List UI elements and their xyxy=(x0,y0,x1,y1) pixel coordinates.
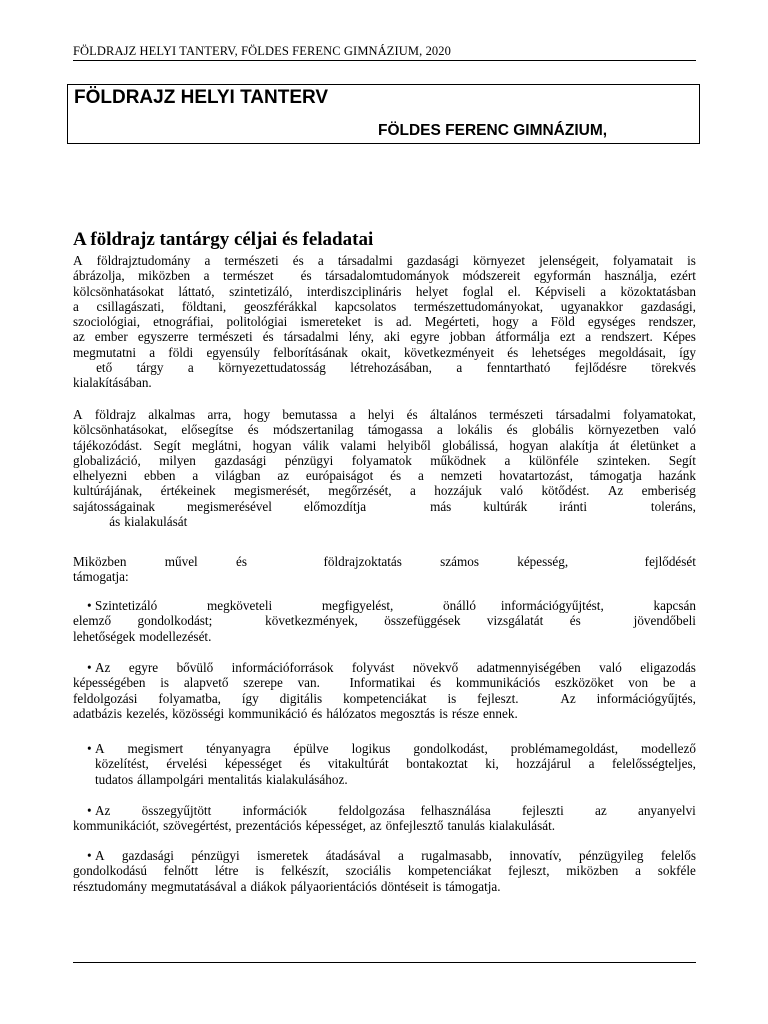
paragraph-line: ás kialakulását xyxy=(73,514,188,530)
paragraph-line: A földrajztudomány a természeti és a társadalmi gazdasági környezet jelenségeit, folyamatait is xyxy=(73,253,696,268)
document-title: FÖLDRAJZ HELYI TANTERV xyxy=(74,87,329,108)
paragraph-line: ábrázolja, miközben a természet és társadalomtudományok módszereit egyformán használja, ezért xyxy=(73,268,696,284)
bullet-line: tudatos állampolgári mentalitás kialakulásához. xyxy=(95,771,348,787)
bullet-marker: • xyxy=(87,848,92,863)
header-rule xyxy=(73,60,696,61)
paragraph-line: megmutatni a földi egyensúly felborításának okait, következményeit és lehetséges megoldásait, így xyxy=(73,344,696,360)
bullet-line: A gazdasági pénzügyi ismeretek átadásával a rugalmasabb, innovatív, pénzügyileg felelős xyxy=(95,848,696,863)
paragraph-line: kölcsönhatásokat láttató, szintetizáló, interdiszciplináris helyet foglal el. Képviseli a közoktatásban xyxy=(73,283,696,299)
paragraph-line: globalizáció, milyen gazdasági pénzügyi folyamatok működnek a különféle szinteken. Segít xyxy=(73,452,696,468)
bullet-line: feldolgozási folyamatba, így digitális kompetenciákat is fejleszt. Az információgyűjtés, xyxy=(73,690,696,706)
paragraph-line: szociológiai, etnográfiai, politológiai ismereteket is ad. Megérteti, hogy a Föld egységes rendszer, xyxy=(73,314,696,330)
bullet-marker: • xyxy=(87,598,92,613)
paragraph-line: kölcsönhatásokat, elősegítse és módszertanilag támogassa a lokális és globális környezetben való xyxy=(73,422,696,438)
paragraph-line: támogatja: xyxy=(73,569,129,585)
bullet-line: Szintetizáló megköveteli megfigyelést, önálló információgyűjtést, kapcsán xyxy=(95,598,696,613)
paragraph-line: Miközben művel és földrajzoktatás számos képesség, fejlődését xyxy=(73,554,696,569)
section-heading: A földrajz tantárgy céljai és feladatai xyxy=(73,229,374,250)
bullet-marker: • xyxy=(87,660,92,675)
bullet-marker: • xyxy=(87,741,92,756)
paragraph-line: kultúrájának, értékeinek megismerését, megőrzését, a hozzájuk való kötődést. Az emberiség xyxy=(73,483,696,499)
bullet-line: képességében is alapvető szerepe van. Informatikai és kommunikációs eszközöket von be a xyxy=(73,675,696,691)
paragraph-line: elhelyezni ebben a világban az európaiságot és a nemzeti hovatartozást, támogatja hazánk xyxy=(73,468,696,484)
title-box xyxy=(67,84,700,144)
school-name: FÖLDES FERENC GIMNÁZIUM, xyxy=(378,122,608,139)
bullet-item xyxy=(73,741,696,787)
bullet-item xyxy=(73,803,696,834)
footer-rule xyxy=(73,962,696,963)
paragraph-skills xyxy=(73,554,696,585)
running-header: FÖLDRAJZ HELYI TANTERV, FÖLDES FERENC GIMNÁZIUM, 2020 xyxy=(73,44,451,58)
bullet-line: A megismert tényanyagra épülve logikus gondolkodást, problémamegoldást, modellező xyxy=(95,741,696,756)
paragraph-goals xyxy=(73,253,696,391)
bullet-marker: • xyxy=(87,803,92,818)
paragraph-line: A földrajz alkalmas arra, hogy bemutassa a helyi és általános természeti társadalmi folyamatokat, xyxy=(73,407,696,422)
bullet-line: résztudomány megmutatásával a diákok pályaorientációs döntéseit is támogatja. xyxy=(73,878,501,894)
bullet-line: gondolkodású felnőtt létre is felkészít, szociális kompetenciákat fejleszt, miközben a sokféle xyxy=(73,863,696,879)
paragraph-line: sajátosságainak megismerésével előmozdítja más kultúrák iránti toleráns, xyxy=(73,498,696,514)
paragraph-line: kialakításában. xyxy=(73,375,152,391)
bullet-line: Az összegyűjtött információk feldolgozása felhasználása fejleszti az anyanyelvi xyxy=(95,803,696,818)
paragraph-line: tájékozódást. Segít meglátni, hogyan válik valami helyiből globálissá, hogyan alakítja át életünket a xyxy=(73,437,696,453)
paragraph-local-global xyxy=(73,407,696,529)
bullet-line: kommunikációt, szövegértést, prezentációs képességet, az önfejlesztő tanulás kialakulását. xyxy=(73,818,556,834)
bullet-item xyxy=(73,598,696,644)
bullet-line: elemző gondolkodást; következmények, összefüggések vizsgálatát és jövendőbeli xyxy=(73,613,696,629)
bullet-line: közelítést, érvelési képességet és vitakultúrát bontakoztat ki, hozzájárul a felelősségteljes, xyxy=(95,756,696,772)
paragraph-line: a csillagászati, földtani, geoszférákkal kapcsolatos természettudományokat, ugyanakkor gazdasági, xyxy=(73,298,696,314)
bullet-line: lehetőségek modellezését. xyxy=(73,628,212,644)
bullet-line: adatbázis kezelés, közösségi kommunikáció és hálózatos megosztás is része ennek. xyxy=(73,705,518,721)
paragraph-line: az ember egyszerre természeti és társadalmi lény, aki egyre jobban átformálja ezt a rendszert. Képes xyxy=(73,329,696,345)
bullet-line: Az egyre bővülő információforrások folyvást növekvő adatmennyiségében való eligazodás xyxy=(95,660,696,675)
bullet-item xyxy=(73,848,696,894)
paragraph-line: ető tárgy a környezettudatosság létrehozásában, a fenntartható fejlődésre törekvés xyxy=(73,360,696,376)
bullet-item xyxy=(73,660,696,721)
